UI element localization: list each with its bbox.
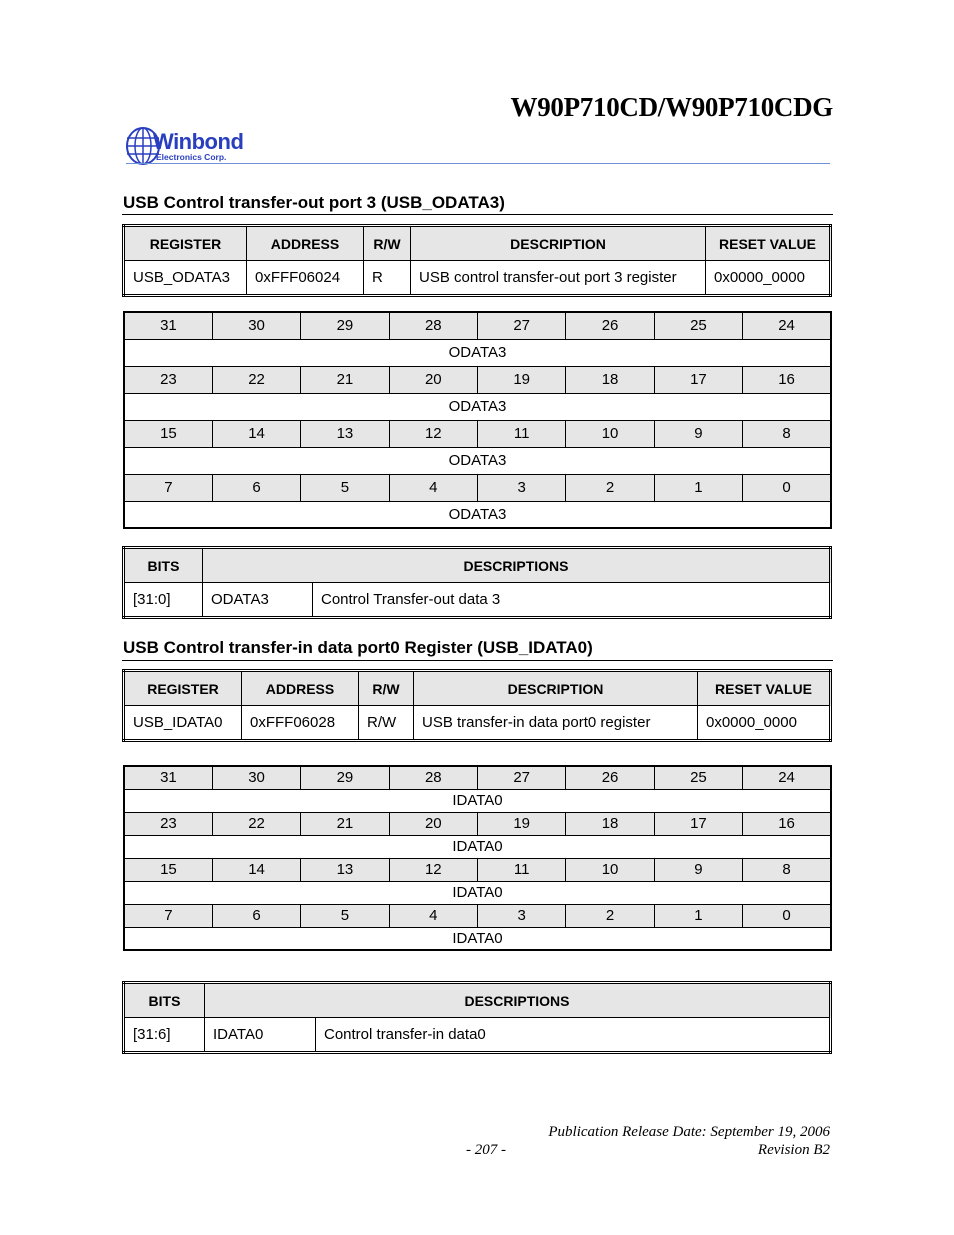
bit-field-name: ODATA3 [124, 393, 831, 420]
bit-number: 6 [212, 474, 300, 501]
bit-number: 18 [566, 812, 654, 835]
field-description: Control transfer-in data0 [316, 1018, 831, 1053]
page-number: - 207 - [466, 1142, 506, 1158]
bit-number: 15 [124, 420, 212, 447]
register-address: 0xFFF06028 [242, 706, 359, 741]
bit-field-name: IDATA0 [124, 835, 831, 858]
bit-number: 2 [566, 474, 654, 501]
bit-number: 28 [389, 766, 477, 789]
bit-number: 6 [212, 904, 300, 927]
bit-number: 26 [566, 766, 654, 789]
bit-number: 22 [212, 366, 300, 393]
logo-subtitle: Electronics Corp. [156, 152, 227, 162]
bit-number: 18 [566, 366, 654, 393]
header-cell: ADDRESS [247, 226, 364, 261]
bit-field-name: ODATA3 [124, 447, 831, 474]
bit-number: 17 [654, 812, 742, 835]
bit-number: 29 [301, 766, 389, 789]
header-cell: DESCRIPTIONS [203, 548, 831, 583]
bit-number: 0 [743, 474, 831, 501]
header-rule [126, 163, 830, 164]
bit-number: 20 [389, 366, 477, 393]
bit-number: 30 [212, 766, 300, 789]
bit-number: 30 [212, 312, 300, 339]
bit-number: 20 [389, 812, 477, 835]
bit-field-name: ODATA3 [124, 339, 831, 366]
bit-number: 22 [212, 812, 300, 835]
header-cell: BITS [124, 983, 205, 1018]
bits-range: [31:0] [124, 583, 203, 618]
bit-number: 4 [389, 474, 477, 501]
revision: Revision B2 [757, 1142, 830, 1158]
register-table [122, 669, 832, 742]
bit-number: 8 [743, 420, 831, 447]
bit-number: 4 [389, 904, 477, 927]
header-cell: R/W [364, 226, 411, 261]
bit-number: 10 [566, 858, 654, 881]
bit-number: 24 [743, 312, 831, 339]
header-cell: BITS [124, 548, 203, 583]
bit-number: 1 [654, 474, 742, 501]
header-cell: ADDRESS [242, 671, 359, 706]
bit-number: 9 [654, 420, 742, 447]
header-cell: REGISTER [124, 226, 247, 261]
bit-number: 14 [212, 420, 300, 447]
bit-number: 11 [478, 420, 566, 447]
bit-number: 5 [301, 904, 389, 927]
bit-number: 26 [566, 312, 654, 339]
publication-date: Publication Release Date: September 19, 2006 [548, 1124, 830, 1140]
bit-number: 2 [566, 904, 654, 927]
bit-number: 16 [743, 366, 831, 393]
register-reset-value: 0x0000_0000 [706, 261, 831, 296]
header-cell: RESET VALUE [698, 671, 831, 706]
register-rw: R/W [359, 706, 414, 741]
register-reset-value: 0x0000_0000 [698, 706, 831, 741]
bit-field-name: ODATA3 [124, 501, 831, 528]
bit-number: 7 [124, 474, 212, 501]
bit-field-name: IDATA0 [124, 927, 831, 950]
field-description: Control Transfer-out data 3 [313, 583, 831, 618]
bit-description-table [122, 981, 832, 1054]
register-rw: R [364, 261, 411, 296]
bit-number: 19 [478, 812, 566, 835]
bit-number: 8 [743, 858, 831, 881]
winbond-logo [126, 126, 250, 166]
bit-number: 3 [478, 474, 566, 501]
bit-number: 14 [212, 858, 300, 881]
bit-number: 11 [478, 858, 566, 881]
bit-field-name: IDATA0 [124, 881, 831, 904]
header-cell: RESET VALUE [706, 226, 831, 261]
bit-number: 13 [301, 420, 389, 447]
header-cell: DESCRIPTION [411, 226, 706, 261]
bit-number: 28 [389, 312, 477, 339]
bit-number: 17 [654, 366, 742, 393]
header-cell: R/W [359, 671, 414, 706]
bit-number: 24 [743, 766, 831, 789]
register-address: 0xFFF06024 [247, 261, 364, 296]
bit-number: 31 [124, 312, 212, 339]
register-name: USB_IDATA0 [124, 706, 242, 741]
bit-number: 27 [478, 312, 566, 339]
bit-number: 25 [654, 766, 742, 789]
bit-number: 1 [654, 904, 742, 927]
field-name: ODATA3 [203, 583, 313, 618]
bit-number: 27 [478, 766, 566, 789]
bit-number: 0 [743, 904, 831, 927]
register-description: USB transfer-in data port0 register [414, 706, 698, 741]
document-title: W90P710CD/W90P710CDG [510, 92, 833, 122]
bit-number: 10 [566, 420, 654, 447]
bit-number: 23 [124, 812, 212, 835]
register-table [122, 224, 832, 297]
field-name: IDATA0 [205, 1018, 316, 1053]
bit-field-table [123, 311, 832, 529]
header-cell: REGISTER [124, 671, 242, 706]
header-cell: DESCRIPTIONS [205, 983, 831, 1018]
section-title: USB Control transfer-in data port0 Register (USB_IDATA0) [123, 638, 593, 657]
bit-number: 31 [124, 766, 212, 789]
header-cell: DESCRIPTION [414, 671, 698, 706]
bit-number: 5 [301, 474, 389, 501]
bit-number: 7 [124, 904, 212, 927]
register-description: USB control transfer-out port 3 register [411, 261, 706, 296]
bits-range: [31:6] [124, 1018, 205, 1053]
bit-number: 12 [389, 858, 477, 881]
bit-description-table [122, 546, 832, 619]
bit-number: 29 [301, 312, 389, 339]
bit-number: 16 [743, 812, 831, 835]
section-title: USB Control transfer-out port 3 (USB_ODATA3) [123, 193, 505, 212]
bit-number: 23 [124, 366, 212, 393]
bit-number: 19 [478, 366, 566, 393]
bit-number: 13 [301, 858, 389, 881]
register-name: USB_ODATA3 [124, 261, 247, 296]
bit-number: 9 [654, 858, 742, 881]
bit-number: 21 [301, 366, 389, 393]
bit-number: 15 [124, 858, 212, 881]
bit-number: 25 [654, 312, 742, 339]
bit-number: 12 [389, 420, 477, 447]
section-rule [122, 660, 833, 661]
bit-number: 21 [301, 812, 389, 835]
logo-wordmark: Winbond [153, 129, 244, 154]
bit-number: 3 [478, 904, 566, 927]
section-rule [122, 214, 833, 215]
bit-field-table [123, 765, 832, 951]
bit-field-name: IDATA0 [124, 789, 831, 812]
